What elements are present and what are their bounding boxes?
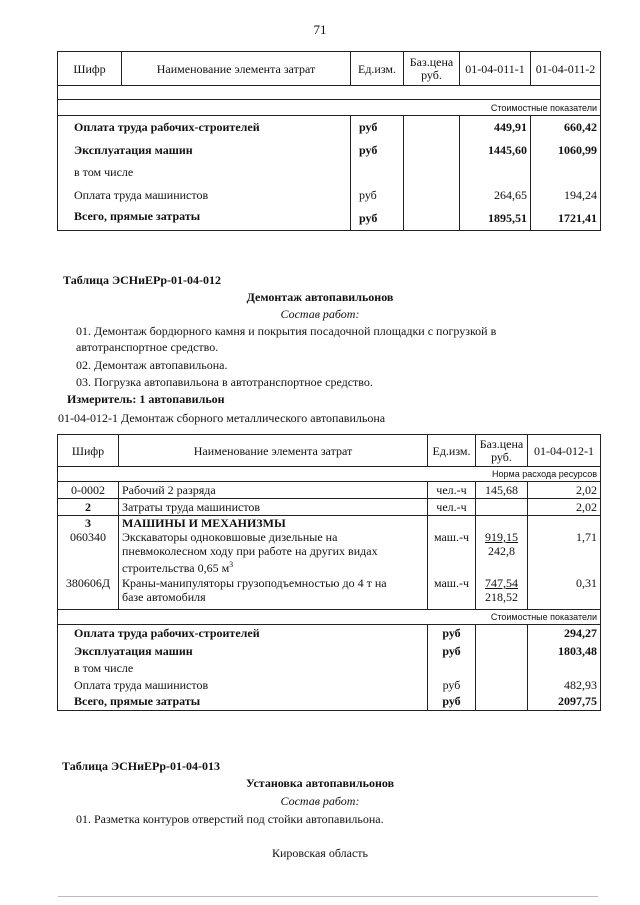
table-row: Эксплуатация машин руб 1803,48 (58, 642, 601, 660)
work-composition-label: Состав работ: (280, 307, 360, 321)
work-composition-label: Состав работ: (280, 794, 360, 808)
header-name: Наименование элемента затрат (122, 52, 351, 86)
cost-indicators-label: Стоимостные показатели (58, 100, 601, 116)
table-row: Оплата труда машинистов руб 264,65 194,24 (58, 183, 601, 207)
meter-label: Измеритель: 1 автопавильон (67, 392, 225, 406)
table-row: в том числе (58, 161, 601, 183)
cost-indicators-label: Стоимостные показатели (58, 609, 601, 624)
footer-divider (58, 896, 598, 897)
section-heading: Демонтаж автопавильонов (246, 290, 394, 304)
work-item-1: 01. Разметка контуров отверстий под стойки автопавильона. (76, 812, 384, 826)
table-row: 0-0002 Рабочий 2 разряда чел.-ч 145,68 2,02 (58, 482, 601, 499)
header-base-price: Баз.цена руб. (404, 52, 460, 86)
header-unit: Ед.изм. (351, 52, 404, 86)
footer-region: Кировская область (271, 846, 368, 860)
work-item-1-cont: автотранспортное средство. (76, 340, 219, 354)
header-base-price: Баз.цена руб. (476, 435, 528, 467)
cost-table-01-04-011 (57, 51, 601, 231)
table-row: Эксплуатация машин руб 1445,60 1060,99 (58, 139, 601, 161)
resource-table-01-04-012 (57, 434, 601, 711)
header-unit: Ед.изм. (428, 435, 476, 467)
table-row: Всего, прямые затраты руб 1895,51 1721,41 (58, 207, 601, 231)
table-row: 3 МАШИНЫ И МЕХАНИЗМЫ (58, 516, 601, 531)
item-label: 01-04-012-1 Демонтаж сборного металлического автопавильона (58, 411, 386, 425)
table-row: 060340 Экскаваторы одноковшовые дизельные на пневмоколесном ходу при работе на других видах строительства 0,65 $м^3$ маш.-ч 919,15 242,8 1,71 (58, 530, 601, 576)
table-title-013: Таблица ЭСНиЕРр-01-04-013 (62, 759, 221, 773)
header-code: Шифр (58, 52, 122, 86)
header-code-1: 01-04-011-1 (460, 52, 531, 86)
section-heading: Установка автопавильонов (245, 776, 395, 790)
header-code: Шифр (58, 435, 119, 467)
table-row: Оплата труда рабочих-строителей руб 294,27 (58, 624, 601, 642)
header-code-2: 01-04-011-2 (531, 52, 601, 86)
table-row: 380606Д Краны-манипуляторы грузоподъемностью до 4 т на базе автомобиля маш.-ч 747,54 218,52 0,31 (58, 576, 601, 609)
page-number: 71 (313, 22, 327, 37)
header-code-1: 01-04-012-1 (528, 435, 601, 467)
table-row: Оплата труда рабочих-строителей руб 449,91 660,42 (58, 116, 601, 139)
norm-label-row (58, 467, 601, 482)
table-header-row (58, 52, 601, 86)
table-title-012: Таблица ЭСНиЕРр-01-04-012 (63, 273, 222, 287)
norm-label: Норма расхода ресурсов (58, 467, 601, 482)
work-item-3: 03. Погрузка автопавильона в автотранспортное средство. (76, 375, 373, 389)
work-item-2: 02. Демонтаж автопавильона. (76, 358, 228, 372)
table-row: Всего, прямые затраты руб 2097,75 (58, 693, 601, 710)
cost-label-row (58, 609, 601, 624)
table-row: 2 Затраты труда машинистов чел.-ч 2,02 (58, 499, 601, 516)
table-header-row (58, 435, 601, 467)
section-label-row (58, 100, 601, 116)
table-row: в том числе (58, 660, 601, 676)
table-row: Оплата труда машинистов руб 482,93 (58, 676, 601, 693)
header-name: Наименование элемента затрат (119, 435, 428, 467)
work-item-1: 01. Демонтаж бордюрного камня и покрытия посадочной площадки с погрузкой в (76, 324, 497, 338)
